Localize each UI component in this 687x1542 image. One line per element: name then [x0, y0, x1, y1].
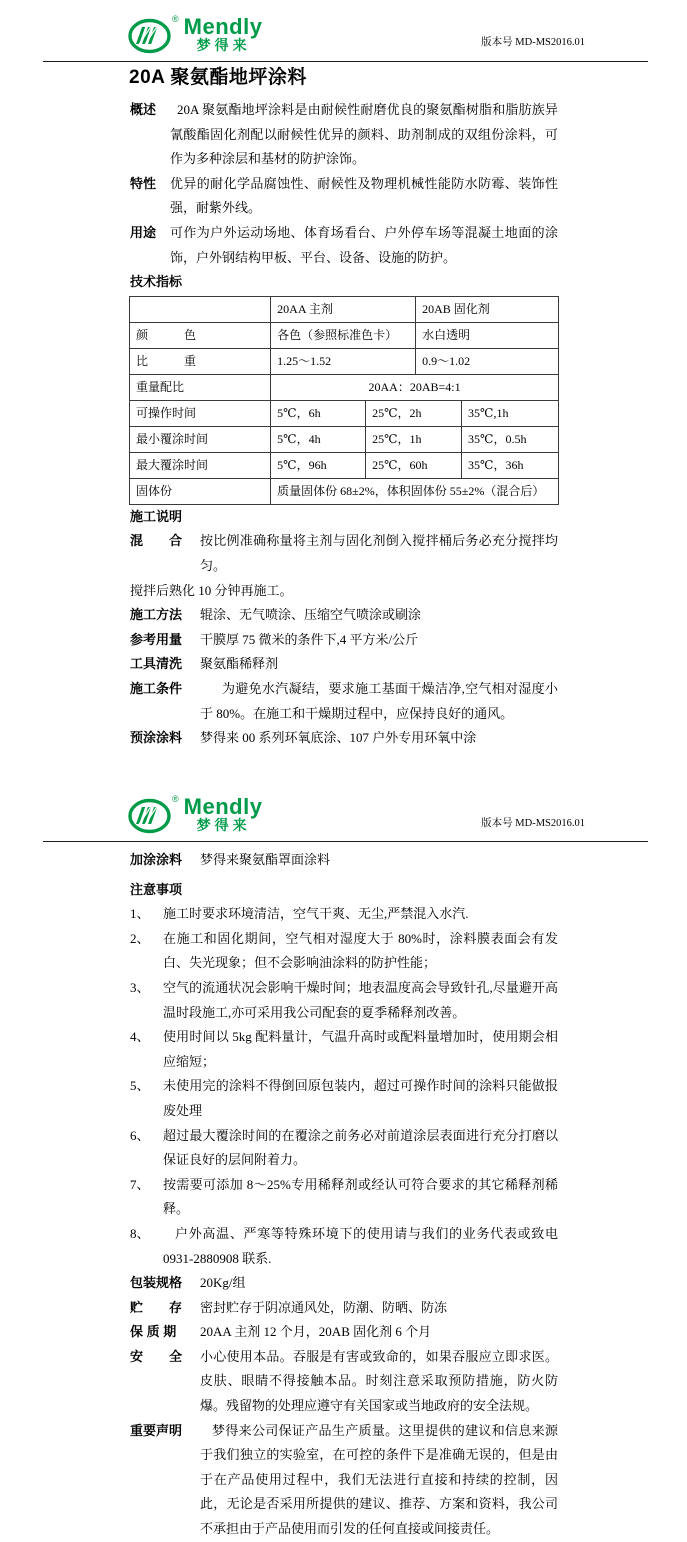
note-item-2	[130, 927, 558, 976]
note-item-5	[130, 1074, 558, 1123]
statement-text: 梦得来公司保证产品生产质量。这里提供的建议和信息来源于我们独立的实验室，在可控的条件下是准确无误的，但是由于在产品使用过程中，我们无法进行直接和持续的控制，因此，无论是否采用所提供的建议、推荐、方案和资料，我公司不承担由于产品使用而引发的任何直接或间接责任。	[200, 1422, 558, 1537]
gravity-main: 1.25～1.52	[271, 348, 416, 374]
note-item-1	[130, 902, 558, 927]
method-text: 辊涂、无气喷涂、压缩空气喷涂或刷涂	[200, 607, 422, 623]
precoat-label: 预涂涂料	[130, 730, 183, 746]
version-label: 版本号 MD-MS2016.01	[481, 818, 585, 829]
row-label: 颜 色	[130, 322, 271, 348]
method-row	[130, 603, 558, 628]
table-row-max-recoat	[130, 452, 559, 478]
cleaning-label: 工具清洗	[130, 656, 183, 672]
min-recoat-35c: 35℃，0.5h	[462, 426, 559, 452]
storage-row	[130, 1296, 558, 1321]
usage-label: 用途	[130, 224, 157, 240]
overview-section	[130, 98, 558, 172]
row-label: 重量配比	[130, 374, 271, 400]
tech-indicators-heading: 技术指标	[130, 274, 183, 290]
brand-name-chinese: 梦得来	[196, 817, 251, 833]
precoat-row	[130, 726, 558, 751]
brand-name-chinese: 梦得来	[196, 37, 251, 53]
note-item-6	[130, 1124, 558, 1173]
dosage-text: 干膜厚 75 微米的条件下,4 平方米/公斤	[200, 631, 419, 647]
mendly-logo-icon	[128, 16, 175, 56]
ratio-value: 20AA：20AB=4:1	[271, 374, 559, 400]
mendly-logo-icon	[128, 796, 175, 836]
row-label: 最大覆涂时间	[130, 452, 271, 478]
pot-life-25c: 25℃，2h	[366, 400, 462, 426]
table-row-ratio	[130, 374, 559, 400]
cleaning-text: 聚氨酯稀释剂	[200, 656, 279, 672]
note-number: 2、	[130, 930, 150, 946]
shelf-life-row	[130, 1320, 558, 1345]
conditions-row	[130, 677, 558, 726]
usage-section	[130, 221, 558, 270]
brand-logo	[128, 16, 262, 56]
solids-value: 质量固体份 68±2%，体积固体份 55±2%（混合后）	[271, 478, 559, 504]
note-text: 户外高温、严寒等特殊环境下的使用请与我们的业务代表或致电 0931-2880908 联系.	[163, 1225, 558, 1266]
feature-label: 特性	[130, 175, 157, 191]
overview-text: 20A 聚氨酯地坪涂料是由耐候性耐磨优良的聚氨酯树脂和脂肪族异氰酸酯固化剂配以耐候性优异的颜料、助剂制成的双组份涂料，可作为多种涂层和基材的防护涂饰。	[170, 102, 558, 167]
safety-label: 安 全	[130, 1348, 183, 1364]
color-hardener: 水白透明	[416, 322, 559, 348]
dosage-row	[130, 628, 558, 653]
mixing-label: 混 合	[130, 533, 183, 549]
table-row-gravity	[130, 348, 559, 374]
registered-trademark-icon: ®	[172, 14, 179, 24]
table-row-solids	[130, 478, 559, 504]
feature-text: 优异的耐化学品腐蚀性、耐候性及物理机械性能防水防霉、装饰性强，耐紫外线。	[170, 175, 558, 216]
packing-row	[130, 1271, 558, 1296]
note-item-3	[130, 976, 558, 1025]
mixing-row	[130, 529, 558, 578]
statement-label: 重要声明	[130, 1422, 183, 1438]
note-text: 在施工和固化期间，空气相对湿度大于 80%时，涂料膜表面会有发白、失光现象；但不会影响油涂料的防护性能；	[163, 930, 558, 971]
shelf-life-label: 保 质 期	[130, 1324, 177, 1340]
header-divider	[43, 841, 648, 842]
table-col-hardener: 20AB 固化剂	[416, 296, 559, 322]
packing-text: 20Kg/组	[200, 1275, 246, 1291]
safety-row	[130, 1345, 558, 1419]
mixing-note: 搅拌后熟化 10 分钟再施工。	[130, 582, 293, 598]
note-text: 使用时间以 5kg 配料量计，气温升高时或配料量增加时，使用期会相应缩短；	[163, 1029, 558, 1069]
note-number: 8、	[130, 1225, 150, 1241]
note-text: 超过最大覆涂时间的在覆涂之前务必对前道涂层表面进行充分打磨以保证良好的层间附着力。	[163, 1127, 558, 1168]
max-recoat-5c: 5℃，96h	[271, 452, 366, 478]
table-row-color	[130, 322, 559, 348]
topcoat-label: 加涂涂料	[130, 852, 183, 867]
note-number: 4、	[130, 1029, 150, 1045]
packing-label: 包装规格	[130, 1275, 183, 1291]
precoat-text: 梦得来 00 系列环氧底涂、107 户外专用环氧中涂	[200, 730, 477, 746]
topcoat-row	[130, 848, 558, 873]
mixing-text: 按比例准确称量将主剂与固化剂倒入搅拌桶后务必充分搅拌均匀。	[200, 533, 558, 573]
note-number: 6、	[130, 1127, 150, 1143]
construction-heading: 施工说明	[130, 508, 183, 524]
note-text: 施工时要求环境清洁，空气干爽、无尘,严禁混入水汽.	[163, 906, 469, 922]
brand-name: Mendly	[183, 14, 263, 39]
page-title: 20A 聚氨酯地坪涂料	[129, 67, 307, 88]
pot-life-5c: 5℃，6h	[271, 400, 366, 426]
brand-wordmark	[184, 16, 263, 54]
max-recoat-35c: 35℃，36h	[462, 452, 559, 478]
table-cell-empty	[130, 296, 271, 322]
usage-text: 可作为户外运动场地、体育场看台、户外停车场等混凝土地面的涂饰，户外钢结构甲板、平台、设备、设施的防护。	[170, 224, 558, 265]
note-number: 5、	[130, 1078, 150, 1094]
pot-life-35c: 35℃,1h	[462, 400, 559, 426]
page1-content	[130, 98, 558, 751]
note-item-7	[130, 1173, 558, 1222]
table-row-min-recoat	[130, 426, 559, 452]
row-label: 固体份	[130, 478, 271, 504]
cleaning-row	[130, 652, 558, 677]
note-text: 空气的流通状况会影响干燥时间；地表温度高会导致针孔,尽量避开高温时段施工,亦可采用我公司配套的夏季稀释剂改善。	[163, 979, 558, 1020]
table-col-main-agent: 20AA 主剂	[271, 296, 416, 322]
gravity-hardener: 0.9～1.02	[416, 348, 559, 374]
max-recoat-25c: 25℃，60h	[366, 452, 462, 478]
brand-wordmark	[184, 796, 263, 834]
min-recoat-25c: 25℃，1h	[366, 426, 462, 452]
storage-text: 密封贮存于阴凉通风处，防潮、防晒、防冻	[200, 1299, 448, 1315]
feature-section	[130, 172, 558, 221]
brand-name: Mendly	[183, 794, 263, 819]
row-label: 最小覆涂时间	[130, 426, 271, 452]
notes-heading: 注意事项	[130, 881, 183, 897]
overview-label: 概述	[130, 102, 157, 117]
page2-content	[130, 848, 558, 1542]
conditions-label: 施工条件	[130, 680, 183, 696]
note-number: 1、	[130, 906, 150, 922]
conditions-text: 为避免水汽凝结，要求施工基面干燥洁净,空气相对湿度小于 80%。在施工和干燥期过程中，应保持良好的通风。	[200, 680, 558, 721]
color-main: 各色（参照标准色卡）	[271, 322, 416, 348]
note-number: 3、	[130, 979, 150, 995]
note-number: 7、	[130, 1176, 150, 1192]
topcoat-text: 梦得来聚氨酯罩面涂料	[200, 852, 331, 867]
version-label: 版本号 MD-MS2016.01	[481, 37, 585, 48]
method-label: 施工方法	[130, 607, 183, 623]
dosage-label: 参考用量	[130, 631, 183, 647]
note-item-8	[130, 1222, 558, 1271]
storage-label: 贮 存	[130, 1299, 183, 1315]
table-row-header	[130, 296, 559, 322]
shelf-life-text: 20AA 主剂 12 个月，20AB 固化剂 6 个月	[200, 1324, 432, 1340]
statement-row	[130, 1419, 558, 1542]
row-label: 可操作时间	[130, 400, 271, 426]
brand-logo	[128, 796, 262, 836]
table-row-pot-life	[130, 400, 559, 426]
note-item-4	[130, 1025, 558, 1074]
tech-indicators-table	[129, 296, 559, 505]
header-divider	[43, 61, 648, 62]
note-text: 未使用完的涂料不得倒回原包装内，超过可操作时间的涂料只能做报废处理	[163, 1078, 558, 1118]
row-label: 比 重	[130, 348, 271, 374]
registered-trademark-icon: ®	[172, 794, 179, 804]
note-text: 按需要可添加 8～25%专用稀释剂或经认可符合要求的其它稀释剂稀释。	[163, 1176, 558, 1217]
min-recoat-5c: 5℃，4h	[271, 426, 366, 452]
safety-text: 小心使用本品。吞服是有害或致命的，如果吞服应立即求医。皮肤、眼睛不得接触本品。时刻注意采取预防措施，防火防爆。残留物的处理应遵守有关国家或当地政府的安全法规。	[200, 1348, 558, 1414]
